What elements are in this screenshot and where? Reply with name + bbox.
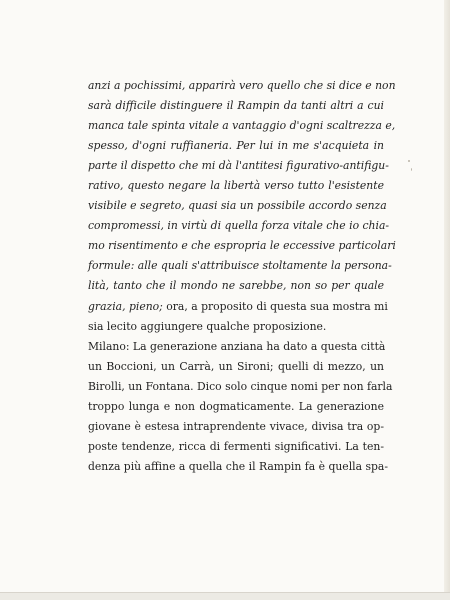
text-line: mo risentimento e che espropria le eccessive particolari bbox=[88, 239, 396, 253]
text-line: Birolli, un Fontana. Dico solo cinque nomi per non farla bbox=[88, 379, 393, 393]
text-line: spesso, d'ogni ruffianeria. Per lui in me s'acquieta in bbox=[88, 139, 384, 153]
text-line: giovane è estesa intraprendente vivace, divisa tra op- bbox=[88, 419, 384, 433]
text-line: anzi a pochissimi, apparirà vero quello che si dice e non bbox=[88, 79, 396, 92]
text-line: visibile e segreto, quasi sia un possibile accordo senza bbox=[88, 199, 387, 213]
text-line: Milano: La generazione anziana ha dato a questa città bbox=[88, 339, 386, 353]
text-line: sia lecito aggiungere qualche proposizione. bbox=[88, 319, 327, 333]
body-text bbox=[88, 76, 396, 477]
text-line-mixed bbox=[88, 297, 388, 317]
text-line: parte il dispetto che mi dà l'antitesi figurativo-antifigu- bbox=[88, 159, 389, 173]
text-fragment-upright: ora, a proposito di questa sua mostra mi bbox=[162, 299, 388, 313]
page-edge-bottom bbox=[0, 593, 450, 600]
page-edge-right bbox=[444, 0, 450, 600]
text-line: poste tendenze, ricca di fermenti significativi. La ten- bbox=[88, 439, 384, 453]
text-fragment-italic: grazia, pieno; bbox=[88, 299, 163, 313]
text-line: troppo lunga e non dogmaticamente. La generazione bbox=[88, 399, 384, 413]
text-line: un Boccioni, un Carrà, un Sironi; quelli di mezzo, un bbox=[88, 359, 384, 373]
text-line: lità, tanto che il mondo ne sarebbe, non so per quale bbox=[88, 279, 384, 293]
text-line: manca tale spinta vitale a vantaggio d'ogni scaltrezza e, bbox=[88, 119, 396, 133]
text-line: rativo, questo negare la libertà verso tutto l'esistente bbox=[88, 179, 384, 193]
text-line: formule: alle quali s'attribuisce stoltamente la persona- bbox=[88, 259, 392, 273]
text-line: compromessi, in virtù di quella forza vitale che io chia- bbox=[88, 219, 390, 233]
paper-speck bbox=[408, 160, 410, 162]
text-line: denza più affine a quella che il Rampin fa è quella spa- bbox=[88, 459, 389, 473]
text-line: sarà difficile distinguere il Rampin da tanti altri a cui bbox=[88, 99, 384, 113]
paper-speck bbox=[411, 168, 412, 171]
